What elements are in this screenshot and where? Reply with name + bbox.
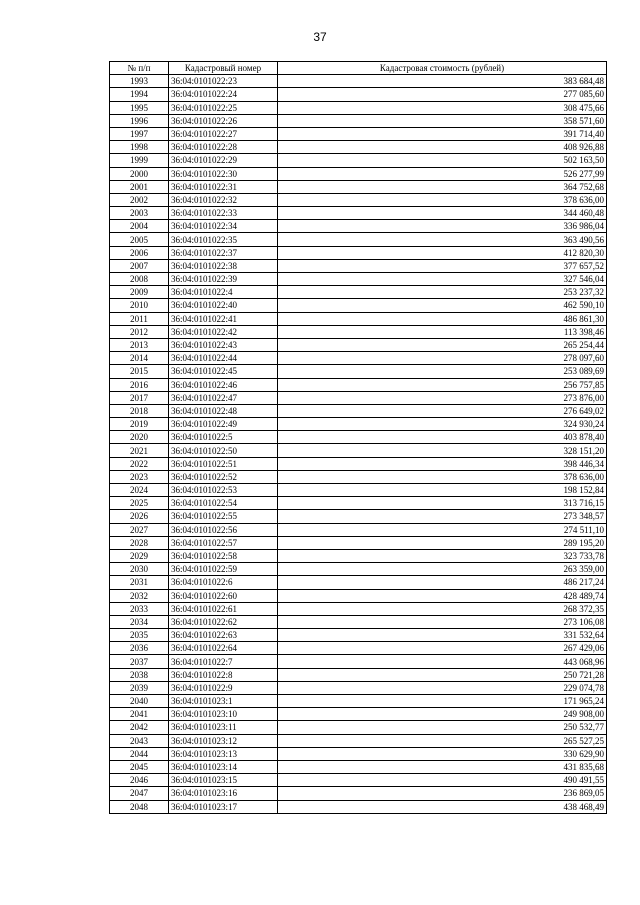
cadastral-value-cell: 273 106,08 [278,615,607,628]
cadastral-number-cell: 36:04:0101022:43 [169,338,278,351]
table-row [110,642,607,655]
table-row [110,563,607,576]
row-number-cell: 1998 [110,141,169,154]
row-number-cell: 1993 [110,75,169,88]
cadastral-number-cell: 36:04:0101022:31 [169,180,278,193]
row-number-cell: 1994 [110,88,169,101]
table-row [110,101,607,114]
table-row [110,774,607,787]
table-row [110,523,607,536]
row-number-cell: 2045 [110,760,169,773]
table-row [110,549,607,562]
table-row [110,141,607,154]
cadastral-number-cell: 36:04:0101022:23 [169,75,278,88]
cadastral-value-cell: 265 254,44 [278,338,607,351]
row-number-cell: 2007 [110,259,169,272]
table-row [110,286,607,299]
cadastral-value-cell: 428 489,74 [278,589,607,602]
cadastral-value-cell: 324 930,24 [278,418,607,431]
cadastral-value-cell: 328 151,20 [278,444,607,457]
table-row [110,299,607,312]
row-number-cell: 2035 [110,629,169,642]
cadastral-number-cell: 36:04:0101022:56 [169,523,278,536]
cadastral-value-cell: 256 757,85 [278,378,607,391]
table-row [110,233,607,246]
row-number-cell: 2029 [110,549,169,562]
cadastral-number-cell: 36:04:0101022:29 [169,154,278,167]
cadastral-number-cell: 36:04:0101022:30 [169,167,278,180]
table-row [110,444,607,457]
table-row [110,695,607,708]
cadastral-number-cell: 36:04:0101022:26 [169,114,278,127]
cadastral-number-cell: 36:04:0101022:53 [169,484,278,497]
cadastral-value-cell: 276 649,02 [278,404,607,417]
row-number-cell: 2020 [110,431,169,444]
table-row [110,457,607,470]
cadastral-number-cell: 36:04:0101022:28 [169,141,278,154]
table-row [110,787,607,800]
cadastral-value-cell: 277 085,60 [278,88,607,101]
cadastral-value-cell: 268 372,35 [278,602,607,615]
row-number-cell: 2002 [110,193,169,206]
cadastral-value-cell: 378 636,00 [278,193,607,206]
table-row [110,668,607,681]
cadastral-number-cell: 36:04:0101023:1 [169,695,278,708]
table-row [110,378,607,391]
row-number-cell: 2001 [110,180,169,193]
cadastral-number-cell: 36:04:0101022:39 [169,273,278,286]
table-row [110,391,607,404]
row-number-cell: 2022 [110,457,169,470]
row-number-cell: 2037 [110,655,169,668]
row-number-cell: 2005 [110,233,169,246]
row-number-cell: 2012 [110,325,169,338]
cadastral-value-cell: 486 217,24 [278,576,607,589]
table-row [110,273,607,286]
row-number-cell: 1995 [110,101,169,114]
row-number-cell: 2010 [110,299,169,312]
cadastral-value-cell: 462 590,10 [278,299,607,312]
cadastral-number-cell: 36:04:0101022:34 [169,220,278,233]
table-row [110,615,607,628]
cadastral-value-cell: 273 348,57 [278,510,607,523]
cadastral-number-cell: 36:04:0101022:24 [169,88,278,101]
row-number-cell: 2000 [110,167,169,180]
cadastral-number-cell: 36:04:0101022:8 [169,668,278,681]
cadastral-value-cell: 263 359,00 [278,563,607,576]
cadastral-value-cell: 443 068,96 [278,655,607,668]
cadastral-number-cell: 36:04:0101022:46 [169,378,278,391]
cadastral-number-cell: 36:04:0101022:37 [169,246,278,259]
cadastral-value-cell: 198 152,84 [278,484,607,497]
cadastral-number-cell: 36:04:0101022:47 [169,391,278,404]
row-number-cell: 2034 [110,615,169,628]
row-number-cell: 2046 [110,774,169,787]
table-row [110,708,607,721]
table-row [110,721,607,734]
row-number-cell: 2036 [110,642,169,655]
cadastral-value-cell: 336 986,04 [278,220,607,233]
cadastral-value-cell: 249 908,00 [278,708,607,721]
cadastral-number-cell: 36:04:0101022:57 [169,536,278,549]
cadastral-value-cell: 331 532,64 [278,629,607,642]
row-number-cell: 2041 [110,708,169,721]
cadastral-number-cell: 36:04:0101022:50 [169,444,278,457]
cadastral-number-cell: 36:04:0101022:33 [169,207,278,220]
cadastral-value-cell: 236 869,05 [278,787,607,800]
row-number-cell: 2031 [110,576,169,589]
table-row [110,747,607,760]
cadastral-number-cell: 36:04:0101022:42 [169,325,278,338]
row-number-cell: 2006 [110,246,169,259]
row-number-cell: 2033 [110,602,169,615]
cadastral-value-cell: 377 657,52 [278,259,607,272]
cadastral-number-cell: 36:04:0101023:13 [169,747,278,760]
table-row [110,602,607,615]
cadastral-number-cell: 36:04:0101022:25 [169,101,278,114]
row-number-cell: 2016 [110,378,169,391]
row-number-cell: 2028 [110,536,169,549]
row-number-cell: 2048 [110,800,169,813]
cadastral-number-cell: 36:04:0101022:6 [169,576,278,589]
cadastral-number-cell: 36:04:0101022:48 [169,404,278,417]
table-row [110,259,607,272]
cadastral-value-cell: 253 089,69 [278,365,607,378]
cadastral-number-cell: 36:04:0101022:49 [169,418,278,431]
table-row [110,734,607,747]
table-row [110,193,607,206]
table-row [110,154,607,167]
cadastral-number-cell: 36:04:0101022:32 [169,193,278,206]
header-cadastral-value: Кадастровая стоимость (рублей) [278,62,607,75]
table-row [110,352,607,365]
cadastral-value-cell: 308 475,66 [278,101,607,114]
cadastral-value-cell: 403 878,40 [278,431,607,444]
table-row [110,470,607,483]
cadastral-value-cell: 363 490,56 [278,233,607,246]
cadastral-value-cell: 330 629,90 [278,747,607,760]
cadastral-number-cell: 36:04:0101023:10 [169,708,278,721]
row-number-cell: 2003 [110,207,169,220]
cadastral-value-cell: 438 468,49 [278,800,607,813]
table-row [110,536,607,549]
table-row [110,431,607,444]
cadastral-value-table [109,61,607,814]
table-row [110,365,607,378]
cadastral-number-cell: 36:04:0101022:60 [169,589,278,602]
page-number: 37 [313,30,327,44]
row-number-cell: 2044 [110,747,169,760]
cadastral-value-cell: 364 752,68 [278,180,607,193]
cadastral-number-cell: 36:04:0101023:15 [169,774,278,787]
row-number-cell: 2017 [110,391,169,404]
table-header-row [110,62,607,75]
row-number-cell: 2038 [110,668,169,681]
row-number-cell: 2004 [110,220,169,233]
row-number-cell: 2042 [110,721,169,734]
cadastral-value-cell: 391 714,40 [278,127,607,140]
row-number-cell: 2014 [110,352,169,365]
row-number-cell: 1999 [110,154,169,167]
header-row-number: № п/п [110,62,169,75]
row-number-cell: 2032 [110,589,169,602]
row-number-cell: 2040 [110,695,169,708]
table-row [110,510,607,523]
row-number-cell: 2021 [110,444,169,457]
cadastral-value-cell: 398 446,34 [278,457,607,470]
cadastral-number-cell: 36:04:0101022:45 [169,365,278,378]
cadastral-number-cell: 36:04:0101023:14 [169,760,278,773]
cadastral-value-cell: 171 965,24 [278,695,607,708]
table-row [110,418,607,431]
table-row [110,589,607,602]
table-row [110,88,607,101]
cadastral-value-cell: 323 733,78 [278,549,607,562]
cadastral-number-cell: 36:04:0101022:61 [169,602,278,615]
cadastral-value-cell: 250 721,28 [278,668,607,681]
cadastral-value-cell: 327 546,04 [278,273,607,286]
row-number-cell: 2030 [110,563,169,576]
cadastral-number-cell: 36:04:0101022:64 [169,642,278,655]
cadastral-value-cell: 250 532,77 [278,721,607,734]
row-number-cell: 2008 [110,273,169,286]
table-row [110,497,607,510]
table-row [110,312,607,325]
cadastral-value-cell: 344 460,48 [278,207,607,220]
cadastral-value-cell: 502 163,50 [278,154,607,167]
cadastral-number-cell: 36:04:0101022:38 [169,259,278,272]
cadastral-value-cell: 383 684,48 [278,75,607,88]
cadastral-number-cell: 36:04:0101023:12 [169,734,278,747]
cadastral-value-cell: 113 398,46 [278,325,607,338]
cadastral-number-cell: 36:04:0101022:59 [169,563,278,576]
table-row [110,576,607,589]
table-row [110,127,607,140]
row-number-cell: 2027 [110,523,169,536]
table-row [110,681,607,694]
cadastral-number-cell: 36:04:0101022:54 [169,497,278,510]
cadastral-number-cell: 36:04:0101022:5 [169,431,278,444]
cadastral-number-cell: 36:04:0101022:9 [169,681,278,694]
table-row [110,114,607,127]
cadastral-number-cell: 36:04:0101022:35 [169,233,278,246]
cadastral-value-cell: 378 636,00 [278,470,607,483]
cadastral-number-cell: 36:04:0101023:11 [169,721,278,734]
cadastral-value-cell: 253 237,32 [278,286,607,299]
row-number-cell: 2024 [110,484,169,497]
cadastral-value-cell: 408 926,88 [278,141,607,154]
cadastral-number-cell: 36:04:0101022:40 [169,299,278,312]
table-row [110,325,607,338]
row-number-cell: 2043 [110,734,169,747]
table-row [110,484,607,497]
table-row [110,75,607,88]
table-body [110,75,607,814]
row-number-cell: 2025 [110,497,169,510]
cadastral-number-cell: 36:04:0101022:4 [169,286,278,299]
cadastral-value-cell: 229 074,78 [278,681,607,694]
cadastral-number-cell: 36:04:0101022:51 [169,457,278,470]
cadastral-number-cell: 36:04:0101022:63 [169,629,278,642]
table-row [110,180,607,193]
cadastral-value-cell: 313 716,15 [278,497,607,510]
row-number-cell: 1996 [110,114,169,127]
row-number-cell: 2009 [110,286,169,299]
table-row [110,338,607,351]
cadastral-value-cell: 486 861,30 [278,312,607,325]
cadastral-value-cell: 358 571,60 [278,114,607,127]
cadastral-value-cell: 526 277,99 [278,167,607,180]
cadastral-number-cell: 36:04:0101022:44 [169,352,278,365]
table-row [110,655,607,668]
cadastral-value-cell: 273 876,00 [278,391,607,404]
row-number-cell: 2047 [110,787,169,800]
cadastral-value-cell: 274 511,10 [278,523,607,536]
cadastral-number-cell: 36:04:0101022:41 [169,312,278,325]
table-row [110,167,607,180]
cadastral-value-cell: 289 195,20 [278,536,607,549]
cadastral-number-cell: 36:04:0101023:16 [169,787,278,800]
row-number-cell: 2026 [110,510,169,523]
cadastral-value-cell: 412 820,30 [278,246,607,259]
table-row [110,220,607,233]
table-row [110,760,607,773]
table-row [110,207,607,220]
cadastral-number-cell: 36:04:0101022:58 [169,549,278,562]
table-row [110,404,607,417]
cadastral-number-cell: 36:04:0101022:27 [169,127,278,140]
row-number-cell: 2013 [110,338,169,351]
cadastral-number-cell: 36:04:0101022:52 [169,470,278,483]
row-number-cell: 2018 [110,404,169,417]
cadastral-value-cell: 278 097,60 [278,352,607,365]
cadastral-number-cell: 36:04:0101022:55 [169,510,278,523]
row-number-cell: 2023 [110,470,169,483]
table-row [110,800,607,813]
table-row [110,246,607,259]
cadastral-number-cell: 36:04:0101022:7 [169,655,278,668]
row-number-cell: 2015 [110,365,169,378]
cadastral-value-cell: 265 527,25 [278,734,607,747]
header-cadastral-number: Кадастровый номер [169,62,278,75]
cadastral-number-cell: 36:04:0101022:62 [169,615,278,628]
table-row [110,629,607,642]
cadastral-number-cell: 36:04:0101023:17 [169,800,278,813]
cadastral-value-cell: 490 491,55 [278,774,607,787]
row-number-cell: 2019 [110,418,169,431]
row-number-cell: 2039 [110,681,169,694]
row-number-cell: 1997 [110,127,169,140]
cadastral-value-cell: 267 429,06 [278,642,607,655]
cadastral-value-cell: 431 835,68 [278,760,607,773]
row-number-cell: 2011 [110,312,169,325]
